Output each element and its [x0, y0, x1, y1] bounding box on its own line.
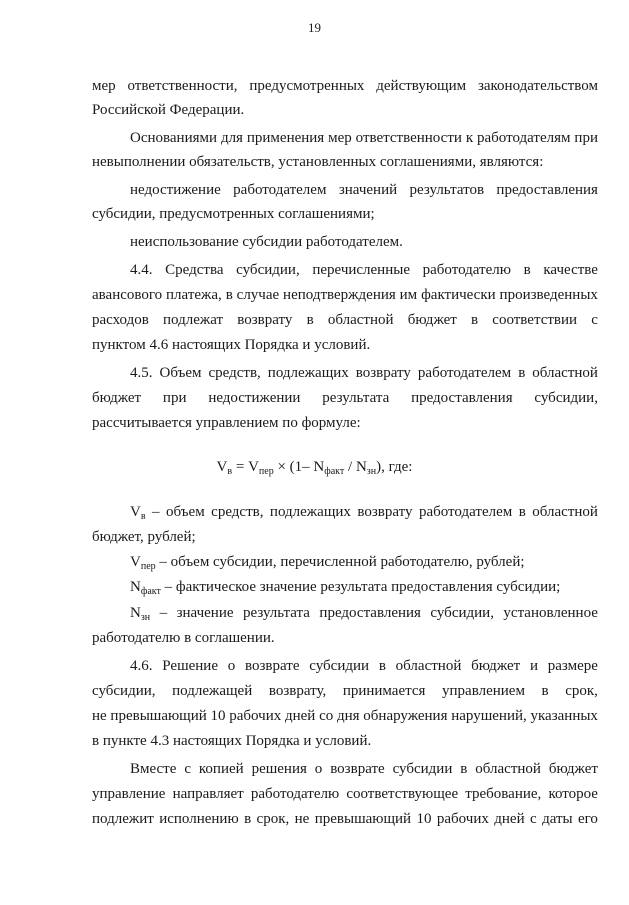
- word: 10: [416, 811, 432, 827]
- word: неподтверждения: [283, 287, 396, 303]
- word: Средства: [165, 262, 224, 278]
- word: бюджет: [92, 390, 142, 406]
- word: его: [578, 811, 598, 827]
- word: управление: [92, 786, 166, 802]
- text-line: [92, 283, 598, 307]
- word: для: [220, 130, 243, 146]
- word: произведенных: [499, 287, 598, 303]
- word: субсидии: [392, 761, 453, 777]
- word: принимается: [342, 683, 426, 699]
- text-line: $N_{факт}$ – фактическое значение результата предоставления субсидии;: [130, 579, 561, 597]
- word: недостижении: [208, 390, 301, 406]
- word: расходов: [92, 312, 149, 328]
- word: работодателем: [418, 504, 513, 520]
- text-line: [130, 601, 598, 625]
- word: с: [530, 811, 537, 827]
- word: Вместе: [130, 761, 177, 777]
- word: даты: [542, 811, 573, 827]
- text-line: в пункте 4.3 настоящих Порядка и условий.: [92, 733, 372, 749]
- word: работодателям: [477, 130, 571, 146]
- text-line: работодателю в соглашении.: [92, 630, 275, 646]
- word: работодателем: [233, 182, 327, 198]
- word: нарушений,: [451, 708, 527, 724]
- word: субсидии,: [534, 390, 598, 406]
- word: мер: [328, 130, 352, 146]
- word: в: [518, 365, 526, 381]
- word: подлежащих: [267, 365, 349, 381]
- word: срок,: [565, 683, 598, 699]
- word: законодательством: [477, 78, 598, 94]
- word: подлежит: [92, 811, 154, 827]
- text-line: бюджет, рублей;: [92, 529, 196, 545]
- word: в: [541, 683, 549, 699]
- text-line: [92, 807, 598, 831]
- text-line: субсидии, предусмотренных соглашениями;: [92, 206, 375, 222]
- text-line: [92, 679, 598, 703]
- word: возврату: [355, 365, 411, 381]
- word: Решение: [162, 658, 218, 674]
- word: действующим: [376, 78, 467, 94]
- word: в: [523, 262, 531, 278]
- word: предоставления: [411, 390, 513, 406]
- word: фактически: [421, 287, 496, 303]
- word: 4.4.: [130, 262, 153, 278]
- word: Основаниями: [130, 130, 218, 146]
- word: в: [378, 658, 386, 674]
- word: предусмотренных: [249, 78, 365, 94]
- word: не: [92, 708, 107, 724]
- word: субсидии: [309, 658, 370, 674]
- word: размере: [547, 658, 598, 674]
- word: и: [529, 658, 538, 674]
- word: субсидии,: [236, 262, 300, 278]
- text-line: [92, 704, 598, 728]
- word: Объем: [159, 365, 202, 381]
- word: средств,: [211, 504, 264, 520]
- word: в: [244, 811, 252, 827]
- word: средств,: [208, 365, 261, 381]
- word: установленное: [503, 605, 598, 621]
- word: работодателем: [417, 365, 512, 381]
- word: результата: [243, 605, 310, 621]
- word: требование,: [465, 786, 542, 802]
- word: субсидии,: [92, 683, 156, 699]
- word: 4.5.: [130, 365, 153, 381]
- word: областной: [327, 312, 394, 328]
- word: случае: [236, 287, 280, 303]
- word: мер: [92, 78, 116, 94]
- text-line: [130, 258, 598, 282]
- word: $N_{зн}$: [130, 605, 151, 623]
- word: в: [225, 287, 233, 303]
- word: ответственности: [355, 130, 462, 146]
- word: о: [314, 761, 323, 777]
- text-line: невыполнении обязательств, установленных соглашениями, являются:: [92, 154, 544, 170]
- word: предоставления: [319, 605, 421, 621]
- word: решения: [251, 761, 307, 777]
- word: в: [306, 312, 314, 328]
- word: дней: [284, 708, 316, 724]
- word: –: [159, 605, 168, 621]
- text-line: [130, 361, 598, 385]
- word: исполнению: [159, 811, 239, 827]
- text-line: [130, 654, 598, 678]
- word: рабочих: [229, 708, 282, 724]
- word: значений: [338, 182, 398, 198]
- word: бюджет: [471, 658, 521, 674]
- page-number: 19: [308, 20, 321, 35]
- text-line: [92, 308, 598, 332]
- text-line: [92, 74, 598, 98]
- word: перечисленные: [312, 262, 410, 278]
- text-line: [130, 178, 598, 202]
- word: возврате: [330, 761, 385, 777]
- word: не: [294, 811, 310, 827]
- word: превышающий: [314, 811, 412, 827]
- text-line: $V_{пер}$ – объем субсидии, перечисленной работодателю, рублей;: [130, 554, 525, 572]
- word: в: [518, 504, 526, 520]
- word: дня: [336, 708, 360, 724]
- word: при: [574, 130, 598, 146]
- word: направляет: [172, 786, 244, 802]
- word: превышающий: [110, 708, 207, 724]
- word: недостижение: [130, 182, 221, 198]
- word: областной: [475, 761, 541, 777]
- word: подлежащих: [269, 504, 351, 520]
- word: –: [152, 504, 160, 520]
- word: 10: [210, 708, 226, 724]
- word: работодателю: [250, 786, 340, 802]
- word: дней: [494, 811, 525, 827]
- word: бюджет: [407, 312, 457, 328]
- word: значение: [176, 605, 234, 621]
- word: подлежащей: [172, 683, 253, 699]
- word: указанных: [530, 708, 598, 724]
- word: которое: [548, 786, 598, 802]
- word: 4.6.: [130, 658, 153, 674]
- word: областной: [532, 504, 598, 520]
- word: в: [460, 761, 468, 777]
- word: срок,: [256, 811, 290, 827]
- text-line: [92, 386, 598, 410]
- word: возврату: [357, 504, 413, 520]
- word: к: [465, 130, 474, 146]
- formula: $V_в = V_{пер} \times (1-$ $N_{факт} / N_{зн}$), где:: [216, 459, 413, 477]
- word: о: [227, 658, 236, 674]
- word: $V_в$: [130, 504, 146, 522]
- word: соответствующее: [346, 786, 459, 802]
- word: обнаружения: [363, 708, 448, 724]
- text-line: [130, 500, 598, 524]
- word: рабочих: [436, 811, 489, 827]
- word: ответственности,: [127, 78, 238, 94]
- word: им: [399, 287, 418, 303]
- text-line: [130, 126, 598, 150]
- word: предоставления: [496, 182, 598, 198]
- word: качестве: [543, 262, 598, 278]
- text-line: пунктом 4.6 настоящих Порядка и условий.: [92, 337, 371, 353]
- word: платежа,: [166, 287, 222, 303]
- word: результатов: [409, 182, 485, 198]
- word: возврате: [245, 658, 300, 674]
- word: возврату: [237, 312, 293, 328]
- word: копией: [198, 761, 244, 777]
- word: применения: [246, 130, 325, 146]
- word: авансового: [92, 287, 163, 303]
- word: при: [162, 390, 187, 406]
- word: управлением: [442, 683, 525, 699]
- word: субсидии,: [430, 605, 494, 621]
- word: возврату,: [268, 683, 327, 699]
- text-line: [92, 782, 598, 806]
- text-line: Российской Федерации.: [92, 102, 245, 118]
- word: подлежат: [163, 312, 224, 328]
- text-line: [130, 757, 598, 781]
- word: областной: [532, 365, 598, 381]
- word: со: [319, 708, 334, 724]
- text-line: рассчитывается управлением по формуле:: [92, 415, 361, 431]
- word: с: [591, 312, 598, 328]
- word: бюджет: [548, 761, 598, 777]
- word: областной: [395, 658, 462, 674]
- word: результата: [322, 390, 390, 406]
- word: в: [471, 312, 479, 328]
- text-line: неиспользование субсидии работодателем.: [130, 234, 403, 250]
- word: с: [184, 761, 191, 777]
- word: работодателю: [422, 262, 511, 278]
- word: объем: [166, 504, 205, 520]
- word: соответствии: [492, 312, 578, 328]
